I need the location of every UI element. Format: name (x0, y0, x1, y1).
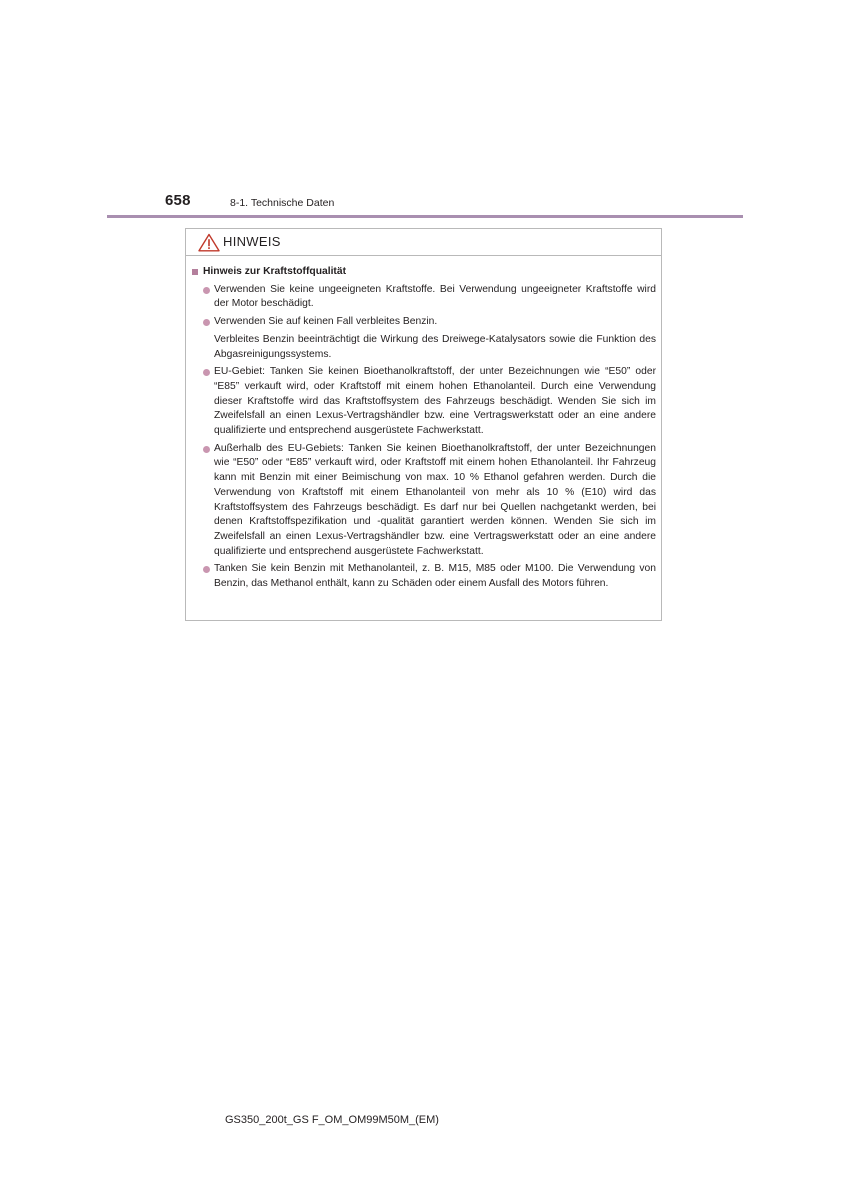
footer-code: GS350_200t_GS F_OM_OM99M50M_(EM) (225, 1114, 439, 1126)
list-item-text: Tanken Sie kein Benzin mit Methanolanteil, z. B. M15, M85 oder M100. Die Verwendung von Benzin, das Methanol enthält, kann zu Schäden oder einem Ausfall des Motors führen. (214, 563, 656, 590)
square-marker-icon (192, 269, 198, 275)
notice-subheading-text: Hinweis zur Kraftstoffqualität (203, 266, 347, 277)
list-item (190, 315, 656, 330)
bullet-icon (203, 287, 210, 294)
notice-subheading (190, 265, 656, 280)
page-number: 658 (165, 192, 191, 209)
list-item (190, 562, 656, 591)
notice-content (190, 265, 656, 595)
list-item (190, 442, 656, 560)
notice-title: HINWEIS (223, 234, 281, 249)
notice-header (186, 229, 661, 256)
list-item-text: Außerhalb des EU-Gebiets: Tanken Sie keinen Bioethanolkraftstoff, der unter Bezeichnungen wie “E50” oder “E85” verkauft wird, oder Kraftstoff mit einem hohen Ethanolanteil. Ihr Fahrzeug kann mit Benzin mit einer Beimischung von max. 10 % Ethanol gefahren werden. Durch die Verwendung von Kraftstoff mit einem Ethanolanteil von mehr als 10 % (E10) wird das Kraftstoffsystem des Fahrzeugs beschädigt. Es darf nur bei Quellen nachgetankt werden, bei denen Kraftstoffspezifikation und -qualität garantiert werden können. Wenden Sie sich im Zweifelsfall an einen Lexus-Vertragshändler bzw. eine Vertragswerkstatt oder an eine andere qualifizierte und entsprechend ausgerüstete Fachwerkstatt. (214, 442, 656, 557)
list-item (190, 365, 656, 439)
bullet-icon (203, 566, 210, 573)
bullet-icon (203, 369, 210, 376)
list-item-extra: Verbleites Benzin beeinträchtigt die Wirkung des Dreiwege-Katalysators sowie die Funktion des Abgasreinigungssystems. (214, 333, 656, 360)
header-rule (107, 215, 743, 218)
section-title: 8-1. Technische Daten (230, 197, 335, 209)
list-item-text: EU-Gebiet: Tanken Sie keinen Bioethanolkraftstoff, der unter Bezeichnungen wie “E50” oder “E85” verkauft wird, oder Kraftstoff mit einem hohen Ethanolanteil. Durch eine Verwendung dieser Kraftstoffe wird das Kraftstoffsystem des Fahrzeugs beschädigt. Wenden Sie sich im Zweifelsfall an einen Lexus-Vertragshändler bzw. eine Vertragswerkstatt oder an eine andere qualifizierte und entsprechend ausgerüstete Fachwerkstatt. (214, 366, 656, 437)
list-item-text: Verwenden Sie auf keinen Fall verbleites Benzin. (214, 316, 438, 328)
notice-box (185, 228, 662, 621)
list-item (190, 283, 656, 312)
warning-triangle-icon (198, 233, 220, 252)
bullet-icon (203, 319, 210, 326)
bullet-icon (203, 446, 210, 453)
list-item-text: Verwenden Sie keine ungeeigneten Kraftstoffe. Bei Verwendung ungeeigneter Kraftstoffe wird der Motor beschädigt. (214, 283, 656, 310)
